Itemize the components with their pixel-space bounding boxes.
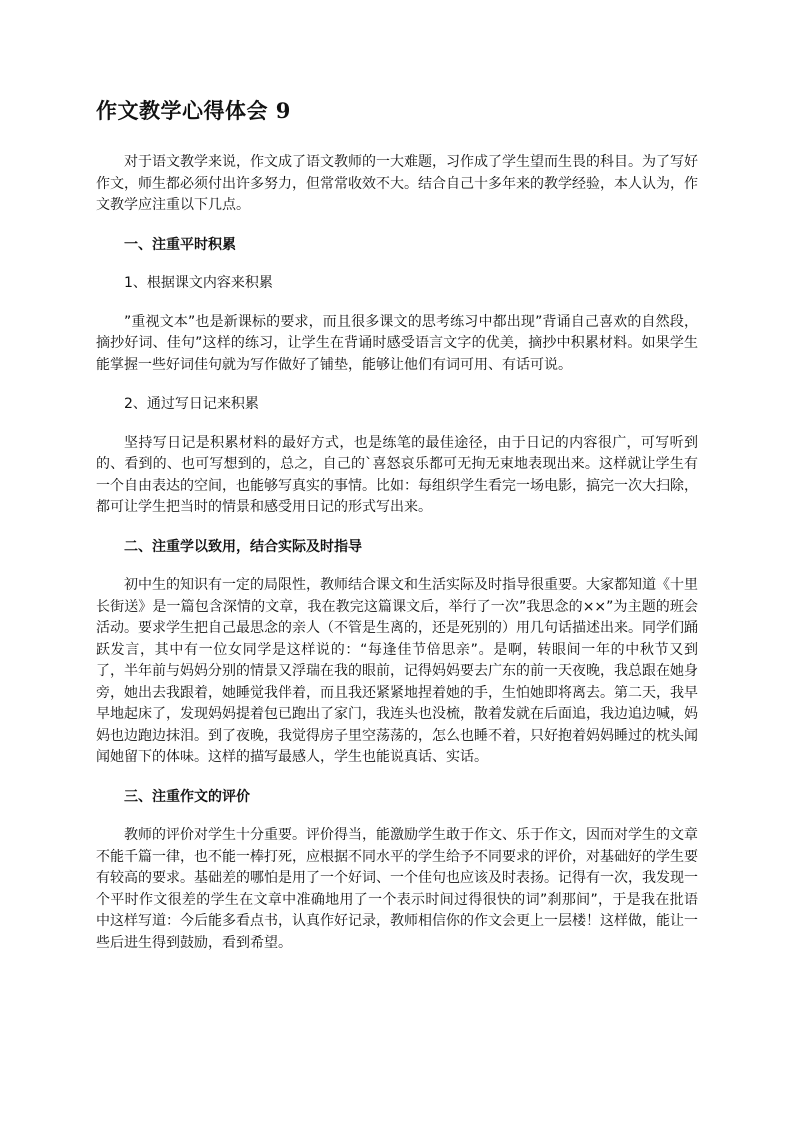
intro-paragraph: 对于语文教学来说，作文成了语文教师的一大难题，习作成了学生望而生畏的科目。为了写好作文，师生都必须付出许多努力，但常常收效不大。结合自己十多年来的教学经验，本人认为，作文教学应注重以下几点。 (96, 154, 698, 213)
body-paragraph: 坚持写日记是积累材料的最好方式，也是练笔的最佳途径，由于日记的内容很广，可写听到的、看到的、也可写想到的，总之，自己的`喜怒哀乐都可无拘无束地表现出来。这样就让学生有一个自由表达的空间，也能够写真实的事情。比如：每组织学生看完一场电影，搞完一次大扫除，都可让学生把当时的情景和感受用日记的形式写出来。 (96, 434, 698, 515)
body-paragraph: 初中生的知识有一定的局限性，教师结合课文和生活实际及时指导很重要。大家都知道《十里长街送》是一篇包含深情的文章，我在教完这篇课文后，举行了一次”我思念的××”为主题的班会活动。要求学生把自己最思念的亲人（不管是生离的，还是死别的）用几句话描述出来。同学们踊跃发言，其中有一位女同学是这样说的：“每逢佳节倍思亲”。是啊，转眼间一年的中秋节又到了，半年前与妈妈分别的情景又浮瑞在我的眼前，记得妈妈要去广东的前一天夜晚，我总跟在她身旁，她出去我跟着，她睡觉我伴着，而且我还紧紧地捏着她的手，生怕她即将离去。第二天，我早早地起床了，发现妈妈提着包已跑出了家门，我连头也没梳，散着发就在后面追，我边追边喊，妈妈也边跑边抹泪。到了夜晚，我觉得房子里空荡荡的，怎么也睡不着，只好抱着妈妈睡过的枕头闻闻她留下的体味。这样的描写最感人，学生也能说真话、实话。 (96, 577, 698, 765)
section-heading-2: 二、注重学以致用，结合实际及时指导 (124, 538, 362, 555)
document-page (96, 96, 698, 972)
section-heading-3: 三、注重作文的评价 (124, 788, 250, 805)
document-title: 作文教学心得体会 9 (96, 98, 291, 123)
subsection-heading-1-1: 1、根据课文内容来积累 (124, 275, 273, 291)
section-heading-1: 一、注重平时积累 (124, 236, 236, 253)
subsection-heading-1-2: 2、通过写日记来积累 (124, 396, 259, 412)
body-paragraph: ”重视文本”也是新课标的要求，而且很多课文的思考练习中都出现”背诵自己喜欢的自然段，摘抄好词、佳句”这样的练习，让学生在背诵时感受语言文字的优美，摘抄中积累材料。如果学生能掌握一些好词佳句就为写作做好了铺垫，能够让他们有词可用、有话可说。 (96, 313, 698, 373)
body-paragraph: 教师的评价对学生十分重要。评价得当，能激励学生敢于作文、乐于作文，因而对学生的文章不能千篇一律，也不能一棒打死，应根据不同水平的学生给予不同要求的评价，对基础好的学生要有较高的要求。基础差的哪怕是用了一个好词、一个佳句也应该及时表扬。记得有一次，我发现一个平时作文很差的学生在文章中准确地用了一个表示时间过得很快的词”刹那间”，于是我在批语中这样写道：今后能多看点书，认真作好记录，教师相信你的作文会更上一层楼！这样做，能让一些后进生得到鼓励，看到希望。 (96, 827, 698, 951)
